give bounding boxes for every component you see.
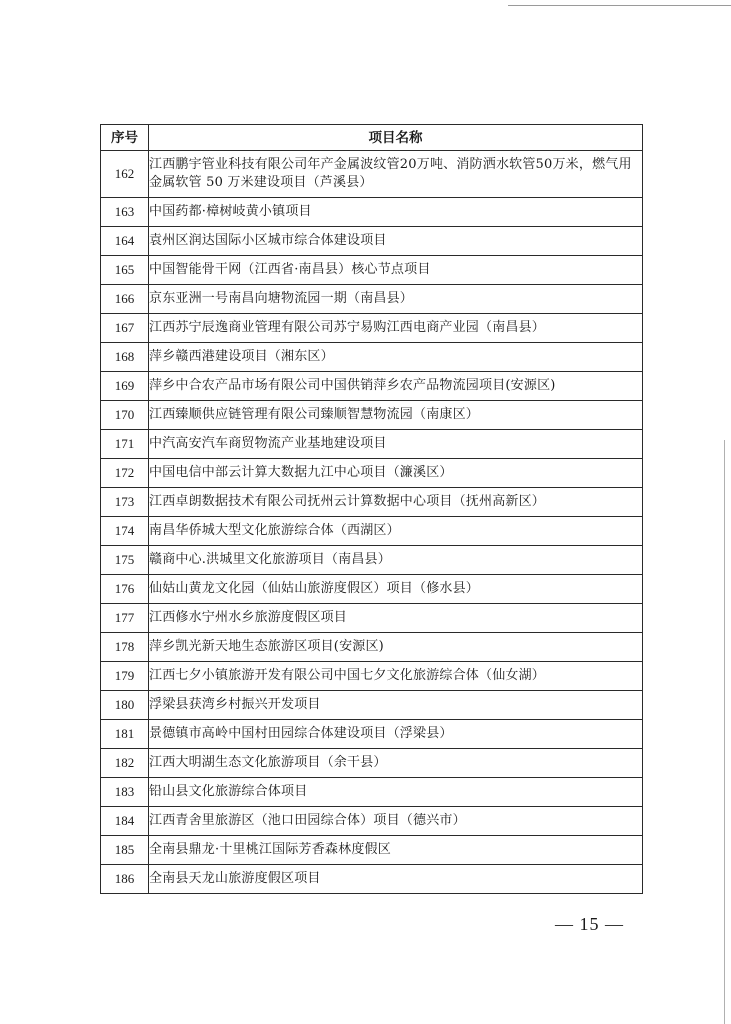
table-row (101, 865, 643, 894)
row-number: 176 (101, 575, 149, 604)
row-project-name: 袁州区润达国际小区城市综合体建设项目 (149, 227, 643, 256)
row-number: 181 (101, 720, 149, 749)
row-project-name: 江西大明湖生态文化旅游项目（余干县） (149, 749, 643, 778)
row-number: 179 (101, 662, 149, 691)
table-row (101, 372, 643, 401)
table-row (101, 459, 643, 488)
row-project-name: 萍乡赣西港建设项目（湘东区） (149, 343, 643, 372)
row-number: 164 (101, 227, 149, 256)
row-project-name: 仙姑山黄龙文化园（仙姑山旅游度假区）项目（修水县） (149, 575, 643, 604)
table-row (101, 807, 643, 836)
table-row (101, 836, 643, 865)
row-project-name: 萍乡中合农产品市场有限公司中国供销萍乡农产品物流园项目(安源区) (149, 372, 643, 401)
row-number: 183 (101, 778, 149, 807)
header-project-name: 项目名称 (149, 125, 643, 151)
row-number: 174 (101, 517, 149, 546)
row-project-name: 江西七夕小镇旅游开发有限公司中国七夕文化旅游综合体（仙女湖） (149, 662, 643, 691)
row-project-name: 全南县天龙山旅游度假区项目 (149, 865, 643, 894)
table-row (101, 517, 643, 546)
row-project-name: 南昌华侨城大型文化旅游综合体（西湖区） (149, 517, 643, 546)
page-number: — 15 — (555, 914, 624, 934)
table-row (101, 198, 643, 227)
table-row (101, 720, 643, 749)
row-number: 172 (101, 459, 149, 488)
row-number: 168 (101, 343, 149, 372)
row-number: 171 (101, 430, 149, 459)
row-project-name: 中汽高安汽车商贸物流产业基地建设项目 (149, 430, 643, 459)
row-project-name: 全南县鼎龙·十里桃江国际芳香森林度假区 (149, 836, 643, 865)
row-number: 182 (101, 749, 149, 778)
table-row (101, 151, 643, 198)
row-number: 169 (101, 372, 149, 401)
row-number: 167 (101, 314, 149, 343)
table-row (101, 227, 643, 256)
table-row (101, 488, 643, 517)
row-number: 166 (101, 285, 149, 314)
table-row (101, 430, 643, 459)
row-number: 178 (101, 633, 149, 662)
row-number: 165 (101, 256, 149, 285)
row-number: 185 (101, 836, 149, 865)
table-row (101, 256, 643, 285)
table-row (101, 691, 643, 720)
row-project-name: 萍乡凯光新天地生态旅游区项目(安源区) (149, 633, 643, 662)
table-row (101, 778, 643, 807)
table-header-row (101, 125, 643, 151)
row-project-name: 景德镇市高岭中国村田园综合体建设项目（浮梁县） (149, 720, 643, 749)
header-serial-number: 序号 (101, 125, 149, 151)
row-project-name: 浮梁县获湾乡村振兴开发项目 (149, 691, 643, 720)
row-project-name: 江西臻顺供应链管理有限公司臻顺智慧物流园（南康区） (149, 401, 643, 430)
table-row (101, 575, 643, 604)
row-number: 162 (101, 151, 149, 198)
table-row (101, 401, 643, 430)
row-number: 170 (101, 401, 149, 430)
row-number: 175 (101, 546, 149, 575)
row-number: 163 (101, 198, 149, 227)
row-project-name: 江西修水宁州水乡旅游度假区项目 (149, 604, 643, 633)
table-row (101, 749, 643, 778)
scan-edge-line-right (724, 440, 725, 1024)
row-number: 186 (101, 865, 149, 894)
table-row (101, 662, 643, 691)
row-number: 177 (101, 604, 149, 633)
row-project-name: 中国药都·樟树岐黄小镇项目 (149, 198, 643, 227)
row-project-name: 中国智能骨干网（江西省·南昌县）核心节点项目 (149, 256, 643, 285)
row-project-name: 中国电信中部云计算大数据九江中心项目（濂溪区） (149, 459, 643, 488)
row-number: 173 (101, 488, 149, 517)
table-row (101, 633, 643, 662)
row-project-name: 江西青舍里旅游区（池口田园综合体）项目（德兴市） (149, 807, 643, 836)
table-row (101, 604, 643, 633)
table-row (101, 343, 643, 372)
table-row (101, 285, 643, 314)
table-row (101, 546, 643, 575)
row-project-name: 江西鹏宇管业科技有限公司年产金属波纹管20万吨、消防洒水软管50万米，燃气用金属软管 50 万米建设项目（芦溪县） (149, 151, 643, 198)
row-project-name: 铅山县文化旅游综合体项目 (149, 778, 643, 807)
row-project-name: 京东亚洲一号南昌向塘物流园一期（南昌县） (149, 285, 643, 314)
row-number: 184 (101, 807, 149, 836)
scan-edge-line-top (508, 5, 731, 6)
row-project-name: 赣商中心.洪城里文化旅游项目（南昌县） (149, 546, 643, 575)
row-number: 180 (101, 691, 149, 720)
table-row (101, 314, 643, 343)
row-project-name: 江西苏宁辰逸商业管理有限公司苏宁易购江西电商产业园（南昌县） (149, 314, 643, 343)
row-project-name: 江西卓朗数据技术有限公司抚州云计算数据中心项目（抚州高新区） (149, 488, 643, 517)
project-table (100, 124, 643, 894)
